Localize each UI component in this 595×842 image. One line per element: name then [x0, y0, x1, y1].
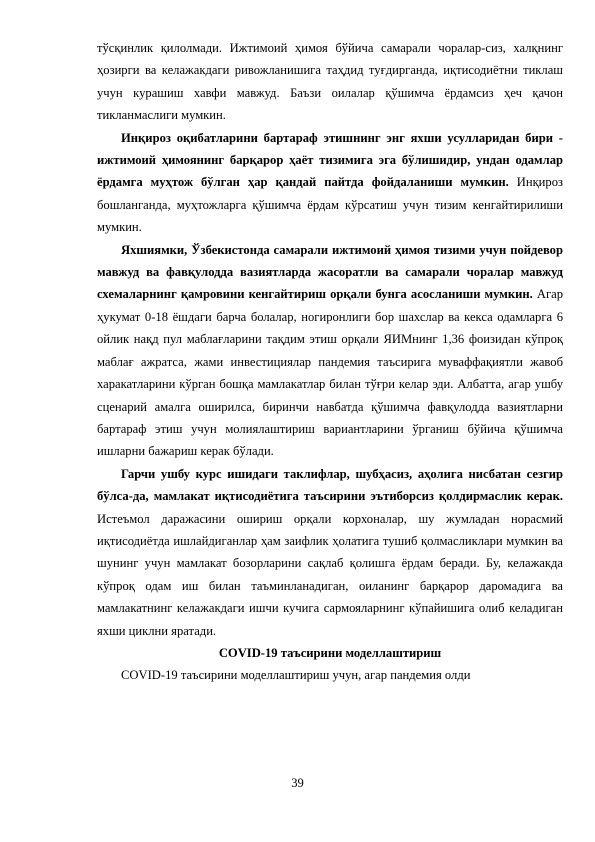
paragraph-4-bold-text: Гарчи ушбу курс ишидаги таклифлар, шубҳасиз, аҳолига нисбатан сезгир бўлса-да, мамлакат иқтисодиётига таъсирини эътиборсиз қолдирмаслик керак.	[97, 466, 563, 504]
paragraph-2	[97, 127, 563, 239]
section-heading: COVID-19 таъсирини моделлаштириш	[218, 645, 442, 660]
paragraph-2-bold-text: Инқироз оқибатларини бартараф этишнинг энг яхши усулларидан бири - ижтимоий ҳимоянинг барқарор ҳаёт тизимига эга бўлишидир, ундан одамлар ёрдамга муҳтож бўлган ҳар қандай пайтда фойдаланиши мумкин.	[97, 130, 563, 190]
paragraph-1-text: тўсқинлик қилолмади. Ижтимоий ҳимоя бўйича самарали чоралар-сиз, халқнинг ҳозирги ва келажакдаги ривожланишига таҳдид туғдирганда, иқтисодиётни тиклаш учун курашиш хавфи мавжуд. Баъзи оилалар қўшимча ёрдамсиз ҳеч қачон тикланмаслиги мумкин.	[97, 41, 563, 123]
paragraph-3-bold-text: Яхшиямки, Ўзбекистонда самарали ижтимоий ҳимоя тизими учун пойдевор мавжуд ва фавқулодда вазиятларда жасоратли ва самарали чоралар мавжуд схемаларнинг қамровини кенгайтириш орқали бунга асосланиши мумкин.	[97, 242, 563, 302]
paragraph-3-text: Агар ҳукумат 0-18 ёшдаги барча болалар, ногиронлиги бор шахслар ва кекса одамларга 6 ойлик нақд пул маблағларини тақдим этиш орқали ЯИМнинг 1,36 фоизидан кўпроқ маблағ ажратса, жами инвестициялар пандемия таъсирига муваффақиятли жавоб харакатларини кўрган бошқа мамлакатлар билан тўғри келар эди. Албатта, агар ушбу сценарий амалга оширилса, биринчи навбатда қўшимча фавқулодда вазиятларни бартараф этиш учун молиялаштириш вариантларини ўрганиш бўйича қўшимча ишларни бажариш керак бўлади.	[97, 287, 563, 459]
paragraph-3	[97, 239, 563, 463]
paragraph-4	[97, 463, 563, 642]
paragraph-4-text: Истеъмол даражасини ошириш орқали корхоналар, шу жумладан норасмий иқтисодиётда ишлайдиганлар ҳам заифлик ҳолатига тушиб қолмасликлари мумкин ва шунинг учун мамлакат бозорларини сақлаб қолишга ёрдам беради. Бу, келажакда кўпроқ одам иш билан таъминланадиган, оиланинг барқарор даромадига ва мамлакатнинг келажакдаги ишчи кучига сармояларнинг кўпайишига олиб келадиган яхши циклни яратади.	[97, 511, 563, 638]
page-number: 39	[291, 776, 304, 790]
paragraph-2-text: Инқироз бошланганда, муҳтожларга қўшимча ёрдам кўрсатиш учун тизим кенгайтирилиши мумкин.	[97, 175, 563, 235]
paragraph-5-text: COVID-19 таъсирини моделлаштириш учун, агар пандемия олди	[121, 668, 471, 683]
paragraph-5	[97, 664, 563, 686]
document-page	[97, 37, 563, 687]
paragraph-1	[97, 37, 563, 127]
